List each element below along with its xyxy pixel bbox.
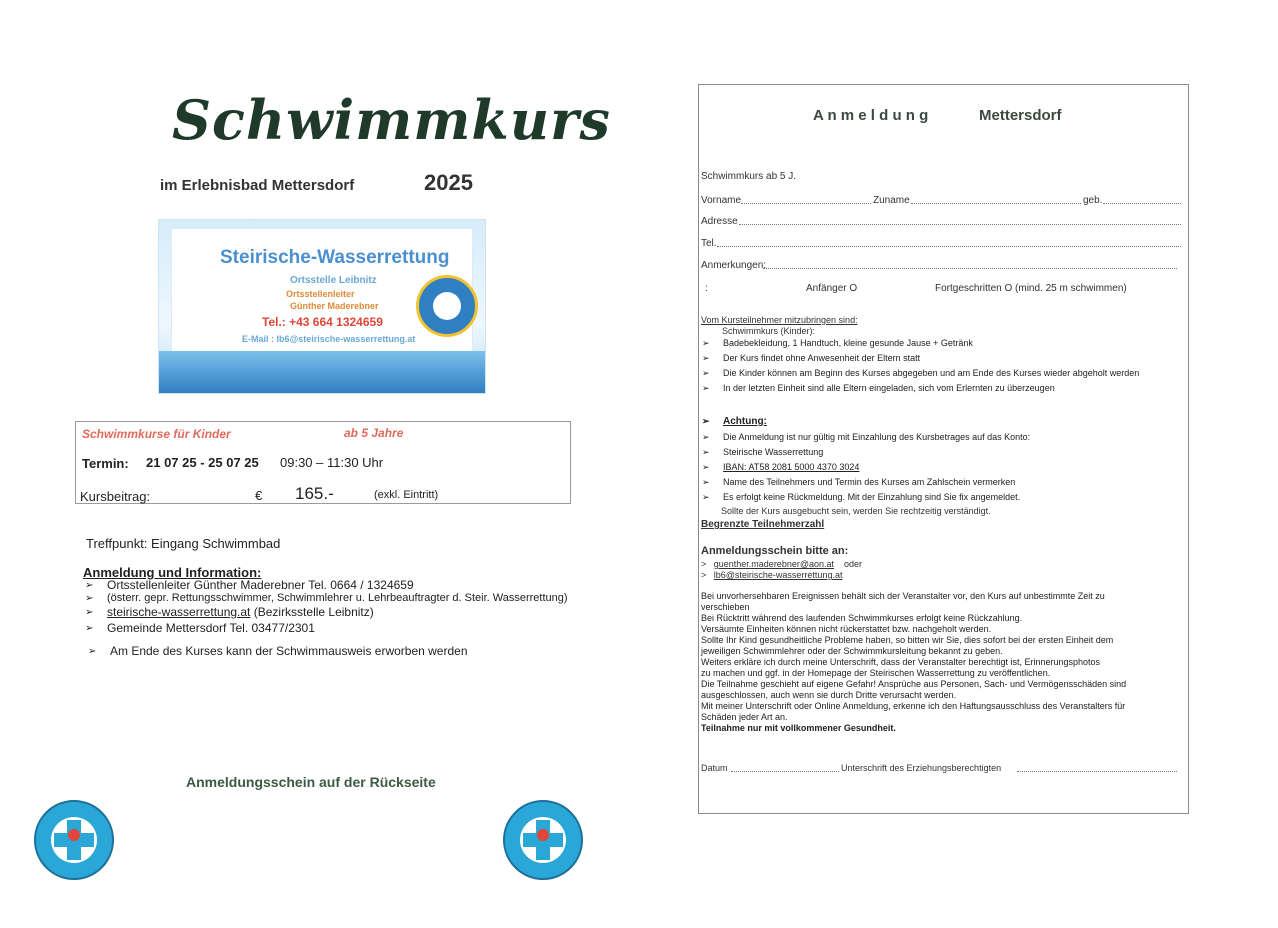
course-age: ab 5 Jahre [344, 426, 404, 440]
level-colon: : [705, 283, 708, 294]
legal-line: zu machen und ggf. in der Homepage der Steirischen Wasserrettung zu veröffentlichen. [701, 668, 1051, 678]
anmerkungen-field[interactable] [763, 268, 1177, 269]
fortgeschritten-option[interactable]: Fortgeschritten O (mind. 25 m schwimmen) [935, 283, 1127, 294]
achtung-note: Sollte der Kurs ausgebucht sein, werden Sie rechtzeitig verständigt. [721, 506, 991, 516]
list-item: ➢ Der Kurs findet ohne Anwesenheit der Eltern statt [701, 351, 1185, 366]
anfaenger-option[interactable]: Anfänger O [806, 283, 858, 294]
achtung-list [701, 430, 1185, 505]
legal-line: Die Teilnahme geschieht auf eigene Gefahr! Ansprüche aus Personen, Sach- und Vermögensschäden sind [701, 679, 1127, 689]
list-item: ➢ Badebekleidung, 1 Handtuch, kleine gesunde Jause + Getränk [701, 336, 1185, 351]
legal-line: Schäden jeder Art an. [701, 712, 788, 722]
send-heading: Anmeldungsschein bitte an: [701, 545, 849, 557]
banner-title: Steirische-Wasserrettung [220, 247, 450, 268]
registration-form [698, 84, 1189, 814]
wasserrettung-link[interactable]: steirische-wasserrettung.at [107, 605, 251, 619]
list-item: ➢ steirische-wasserrettung.at (Bezirksstelle Leibnitz) [83, 606, 603, 619]
health-note: Teilnahme nur mit vollkommener Gesundheit. [701, 723, 896, 733]
list-item: ➢ Steirische Wasserrettung [701, 445, 1185, 460]
legal-line: Mit meiner Unterschrift oder Online Anmeldung, erkenne ich den Haftungsausschluss des Veranstalters für [701, 701, 1126, 711]
vorname-label: Vorname [701, 195, 742, 206]
adresse-label: Adresse [701, 216, 738, 227]
legal-line: Sollte Ihr Kind gesundheitliche Probleme haben, so bitten wir Sie, dies sofort bei der ersten Einheit dem [701, 635, 1114, 645]
list-item: ➢ Name des Teilnehmers und Termin des Kurses am Zahlschein vermerken [701, 475, 1185, 490]
signature-label: Unterschrift des Erziehungsberechtigten [841, 763, 1002, 773]
course-name: Schwimmkurse für Kinder [82, 427, 231, 441]
geb-label: geb. [1083, 195, 1103, 206]
list-item: ➢ Ortsstellenleiter Günther Maderebner Tel. 0664 / 1324659 [83, 579, 603, 592]
banner-line: Ortsstellenleiter [286, 289, 355, 299]
achtung-heading: Achtung: [723, 416, 767, 427]
signature-field[interactable] [1017, 771, 1177, 772]
list-item: ➢ In der letzten Einheit sind alle Eltern eingeladen, sich vom Erlernten zu überzeugen [701, 381, 1185, 396]
legal-line: Bei unvorhersehbaren Ereignissen behält sich der Veranstalter vor, den Kurs auf unbestimmte Zeit zu [701, 591, 1105, 601]
datum-label: Datum [701, 763, 728, 773]
fee-currency: € [255, 488, 263, 503]
list-item [701, 414, 1185, 429]
fee-label: Kursbeitrag: [80, 489, 151, 504]
bring-sub: Schwimmkurs (Kinder): [722, 326, 816, 336]
banner-phone: Tel.: +43 664 1324659 [262, 315, 383, 329]
list-item: ➢ (österr. gepr. Rettungsschwimmer, Schwimmlehrer u. Lehrbeauftragter d. Steir. Wasserrettung) [83, 592, 603, 605]
fee-amount: 165.- [295, 484, 334, 503]
banner-email: E-Mail : lb6@steirische-wasserrettung.at [242, 334, 416, 344]
legal-line: jeweiligen Schwimmlehrer oder der Schwimmkursleitung bekannt zu geben. [701, 646, 1003, 656]
flyer-subtitle: im Erlebnisbad Mettersdorf [160, 177, 355, 194]
tel-label: Tel. [701, 238, 717, 249]
flyer-title: Schwimmkurs [172, 88, 611, 152]
email-link[interactable]: lb6@steirische-wasserrettung.at [713, 570, 843, 580]
email-row: > lb6@steirische-wasserrettung.at [701, 570, 843, 580]
anmerkungen-label: Anmerkungen: [701, 260, 767, 271]
adresse-field[interactable] [739, 224, 1181, 225]
list-item: ➢ Gemeinde Mettersdorf Tel. 03477/2301 [83, 622, 603, 635]
fee-note: (exkl. Eintritt) [374, 489, 439, 501]
email-row: > guenther.maderebner@aon.at oder [701, 559, 863, 569]
zuname-field[interactable] [911, 203, 1081, 204]
form-place: Mettersdorf [979, 107, 1062, 124]
wasserrettung-logo-icon [503, 800, 583, 880]
legal-line: ausgeschlossen, auch wenn sie durch Dritte verursacht werden. [701, 690, 957, 700]
list-item: ➢ Die Kinder können am Beginn des Kurses abgegeben und am Ende des Kurses wieder abgeholt werden [701, 366, 1185, 381]
list-item: ➢ Am Ende des Kurses kann der Schwimmausweis erworben werden [86, 645, 566, 658]
legal-line: Weiters erkläre ich durch meine Unterschrift, dass der Veranstalter berechtigt ist, Erinnerungsphotos [701, 657, 1101, 667]
banner-line: Günther Maderebner [290, 301, 379, 311]
course-time: 09:30 – 11:30 Uhr [280, 455, 384, 470]
datum-field[interactable] [731, 771, 839, 772]
legal-line: verschieben [701, 602, 750, 612]
legal-text [701, 591, 1185, 734]
info-heading: Anmeldung und Information: [83, 565, 262, 580]
form-heading: A n m e l d u n g [813, 107, 929, 124]
course-info-box [75, 421, 571, 504]
list-item: ➢ Es erfolgt keine Rückmeldung. Mit der Einzahlung sind Sie fix angemeldet. [701, 490, 1185, 505]
bring-list [701, 336, 1185, 396]
bring-heading: Vom Kursteilnehmer mitzubringen sind: [701, 315, 858, 325]
flyer-year: 2025 [424, 170, 473, 195]
banner-line: Ortsstelle Leibnitz [290, 275, 377, 286]
wasserrettung-logo-icon [34, 800, 114, 880]
wasserrettung-emblem-icon [416, 275, 478, 337]
banner-card [171, 228, 473, 360]
tel-field[interactable] [717, 246, 1181, 247]
list-item: ➢ Die Anmeldung ist nur gültig mit Einzahlung des Kursbetrages auf das Konto: [701, 430, 1185, 445]
wasserrettung-banner [158, 219, 486, 394]
wave-graphic [159, 351, 485, 393]
termin-label: Termin: [82, 456, 129, 471]
zuname-label: Zuname [873, 195, 910, 206]
meeting-point: Treffpunkt: Eingang Schwimmbad [86, 536, 281, 551]
info-list [83, 579, 603, 605]
course-dates: 21 07 25 - 25 07 25 [146, 455, 259, 470]
list-item: ➢ IBAN: AT58 2081 5000 4370 3024 [701, 460, 1185, 475]
vorname-field[interactable] [741, 203, 871, 204]
email-link[interactable]: guenther.maderebner@aon.at [713, 559, 834, 569]
back-note: Anmeldungsschein auf der Rückseite [186, 774, 436, 790]
geb-field[interactable] [1103, 203, 1181, 204]
legal-line: Bei Rücktritt während des laufenden Schwimmkurses erfolgt keine Rückzahlung. [701, 613, 1023, 623]
legal-line: Versäumte Einheiten können nicht rückerstattet bzw. nachgeholt werden. [701, 624, 992, 634]
limited-note: Begrenzte Teilnehmerzahl [701, 519, 825, 530]
form-course: Schwimmkurs ab 5 J. [701, 171, 797, 182]
